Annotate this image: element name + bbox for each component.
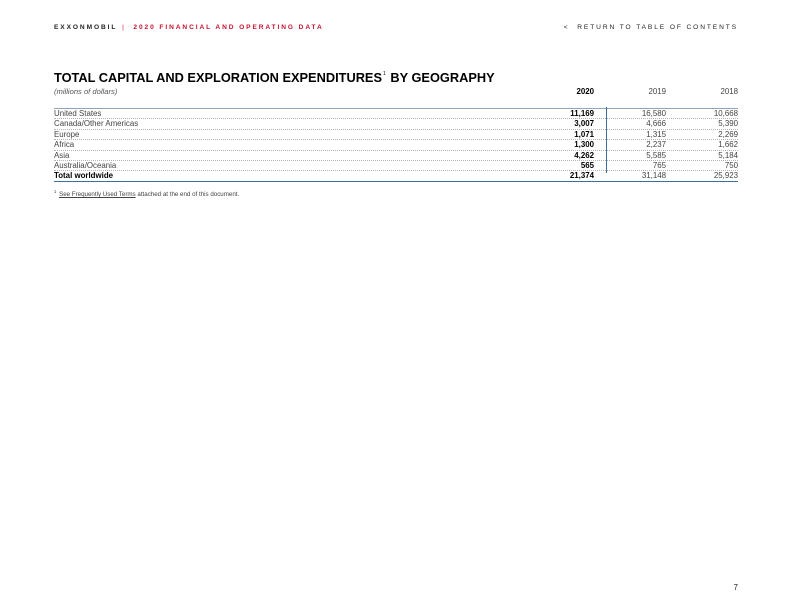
value-2020: 1,071	[574, 129, 594, 139]
page-header	[54, 24, 738, 36]
value-2019: 16,580	[641, 109, 666, 118]
row-label: Australia/Oceania	[54, 160, 117, 170]
table-row	[54, 161, 738, 171]
table-header-row	[54, 87, 738, 98]
row-label: United States	[54, 109, 102, 118]
row-label: Canada/Other Americas	[54, 119, 139, 129]
footnote	[54, 189, 239, 198]
header-left	[54, 24, 324, 31]
column-2020-divider	[606, 107, 607, 173]
table-row	[54, 140, 738, 150]
value-2018: 5,390	[718, 119, 738, 129]
return-to-toc-link[interactable]	[564, 24, 738, 31]
unit-label: (millions of dollars)	[54, 87, 118, 96]
return-link-label: RETURN TO TABLE OF CONTENTS	[577, 24, 738, 31]
value-2018: 10,668	[713, 109, 738, 118]
page-number: 7	[733, 583, 738, 592]
row-label: Africa	[54, 140, 75, 150]
total-2019: 31,148	[641, 171, 666, 181]
value-2018: 750	[724, 160, 738, 170]
value-2019: 5,585	[646, 150, 666, 160]
value-2019: 2,237	[646, 140, 666, 150]
footnote-mark: 1	[54, 189, 57, 194]
table-row	[54, 108, 738, 119]
row-label: Europe	[54, 129, 80, 139]
value-2018: 1,662	[718, 140, 738, 150]
total-label: Total worldwide	[54, 171, 114, 181]
chevron-left-icon: <	[563, 24, 570, 31]
footnote-text: attached at the end of this document.	[137, 191, 240, 198]
brand-name: EXXONMOBIL	[54, 24, 118, 31]
table-row	[54, 119, 738, 129]
value-2018: 5,184	[718, 150, 738, 160]
value-2019: 4,666	[646, 119, 666, 129]
column-header-2020: 2020	[576, 87, 594, 96]
value-2020: 4,262	[574, 150, 594, 160]
row-label: Asia	[54, 150, 70, 160]
title-footnote-mark: 1	[383, 71, 386, 77]
value-2020: 565	[580, 160, 594, 170]
table-total-row	[54, 171, 738, 181]
column-header-2019: 2019	[648, 87, 666, 96]
report-title: 2020 FINANCIAL AND OPERATING DATA	[133, 24, 324, 31]
expenditures-table	[54, 87, 738, 182]
column-header-2018: 2018	[720, 87, 738, 96]
total-2018: 25,923	[713, 171, 738, 181]
title-main: TOTAL CAPITAL AND EXPLORATION EXPENDITURES	[54, 70, 383, 85]
table-row	[54, 151, 738, 161]
frequently-used-terms-link[interactable]: See Frequently Used Terms	[59, 191, 136, 198]
value-2019: 765	[652, 160, 666, 170]
value-2020: 1,300	[574, 140, 594, 150]
total-2020: 21,374	[569, 171, 594, 181]
table-row	[54, 130, 738, 140]
value-2020: 3,007	[574, 119, 594, 129]
title-suffix: BY GEOGRAPHY	[390, 70, 495, 85]
value-2019: 1,315	[646, 129, 666, 139]
value-2018: 2,269	[718, 129, 738, 139]
page-title	[54, 70, 495, 85]
header-separator: |	[122, 24, 126, 31]
value-2020: 11,169	[570, 109, 594, 118]
